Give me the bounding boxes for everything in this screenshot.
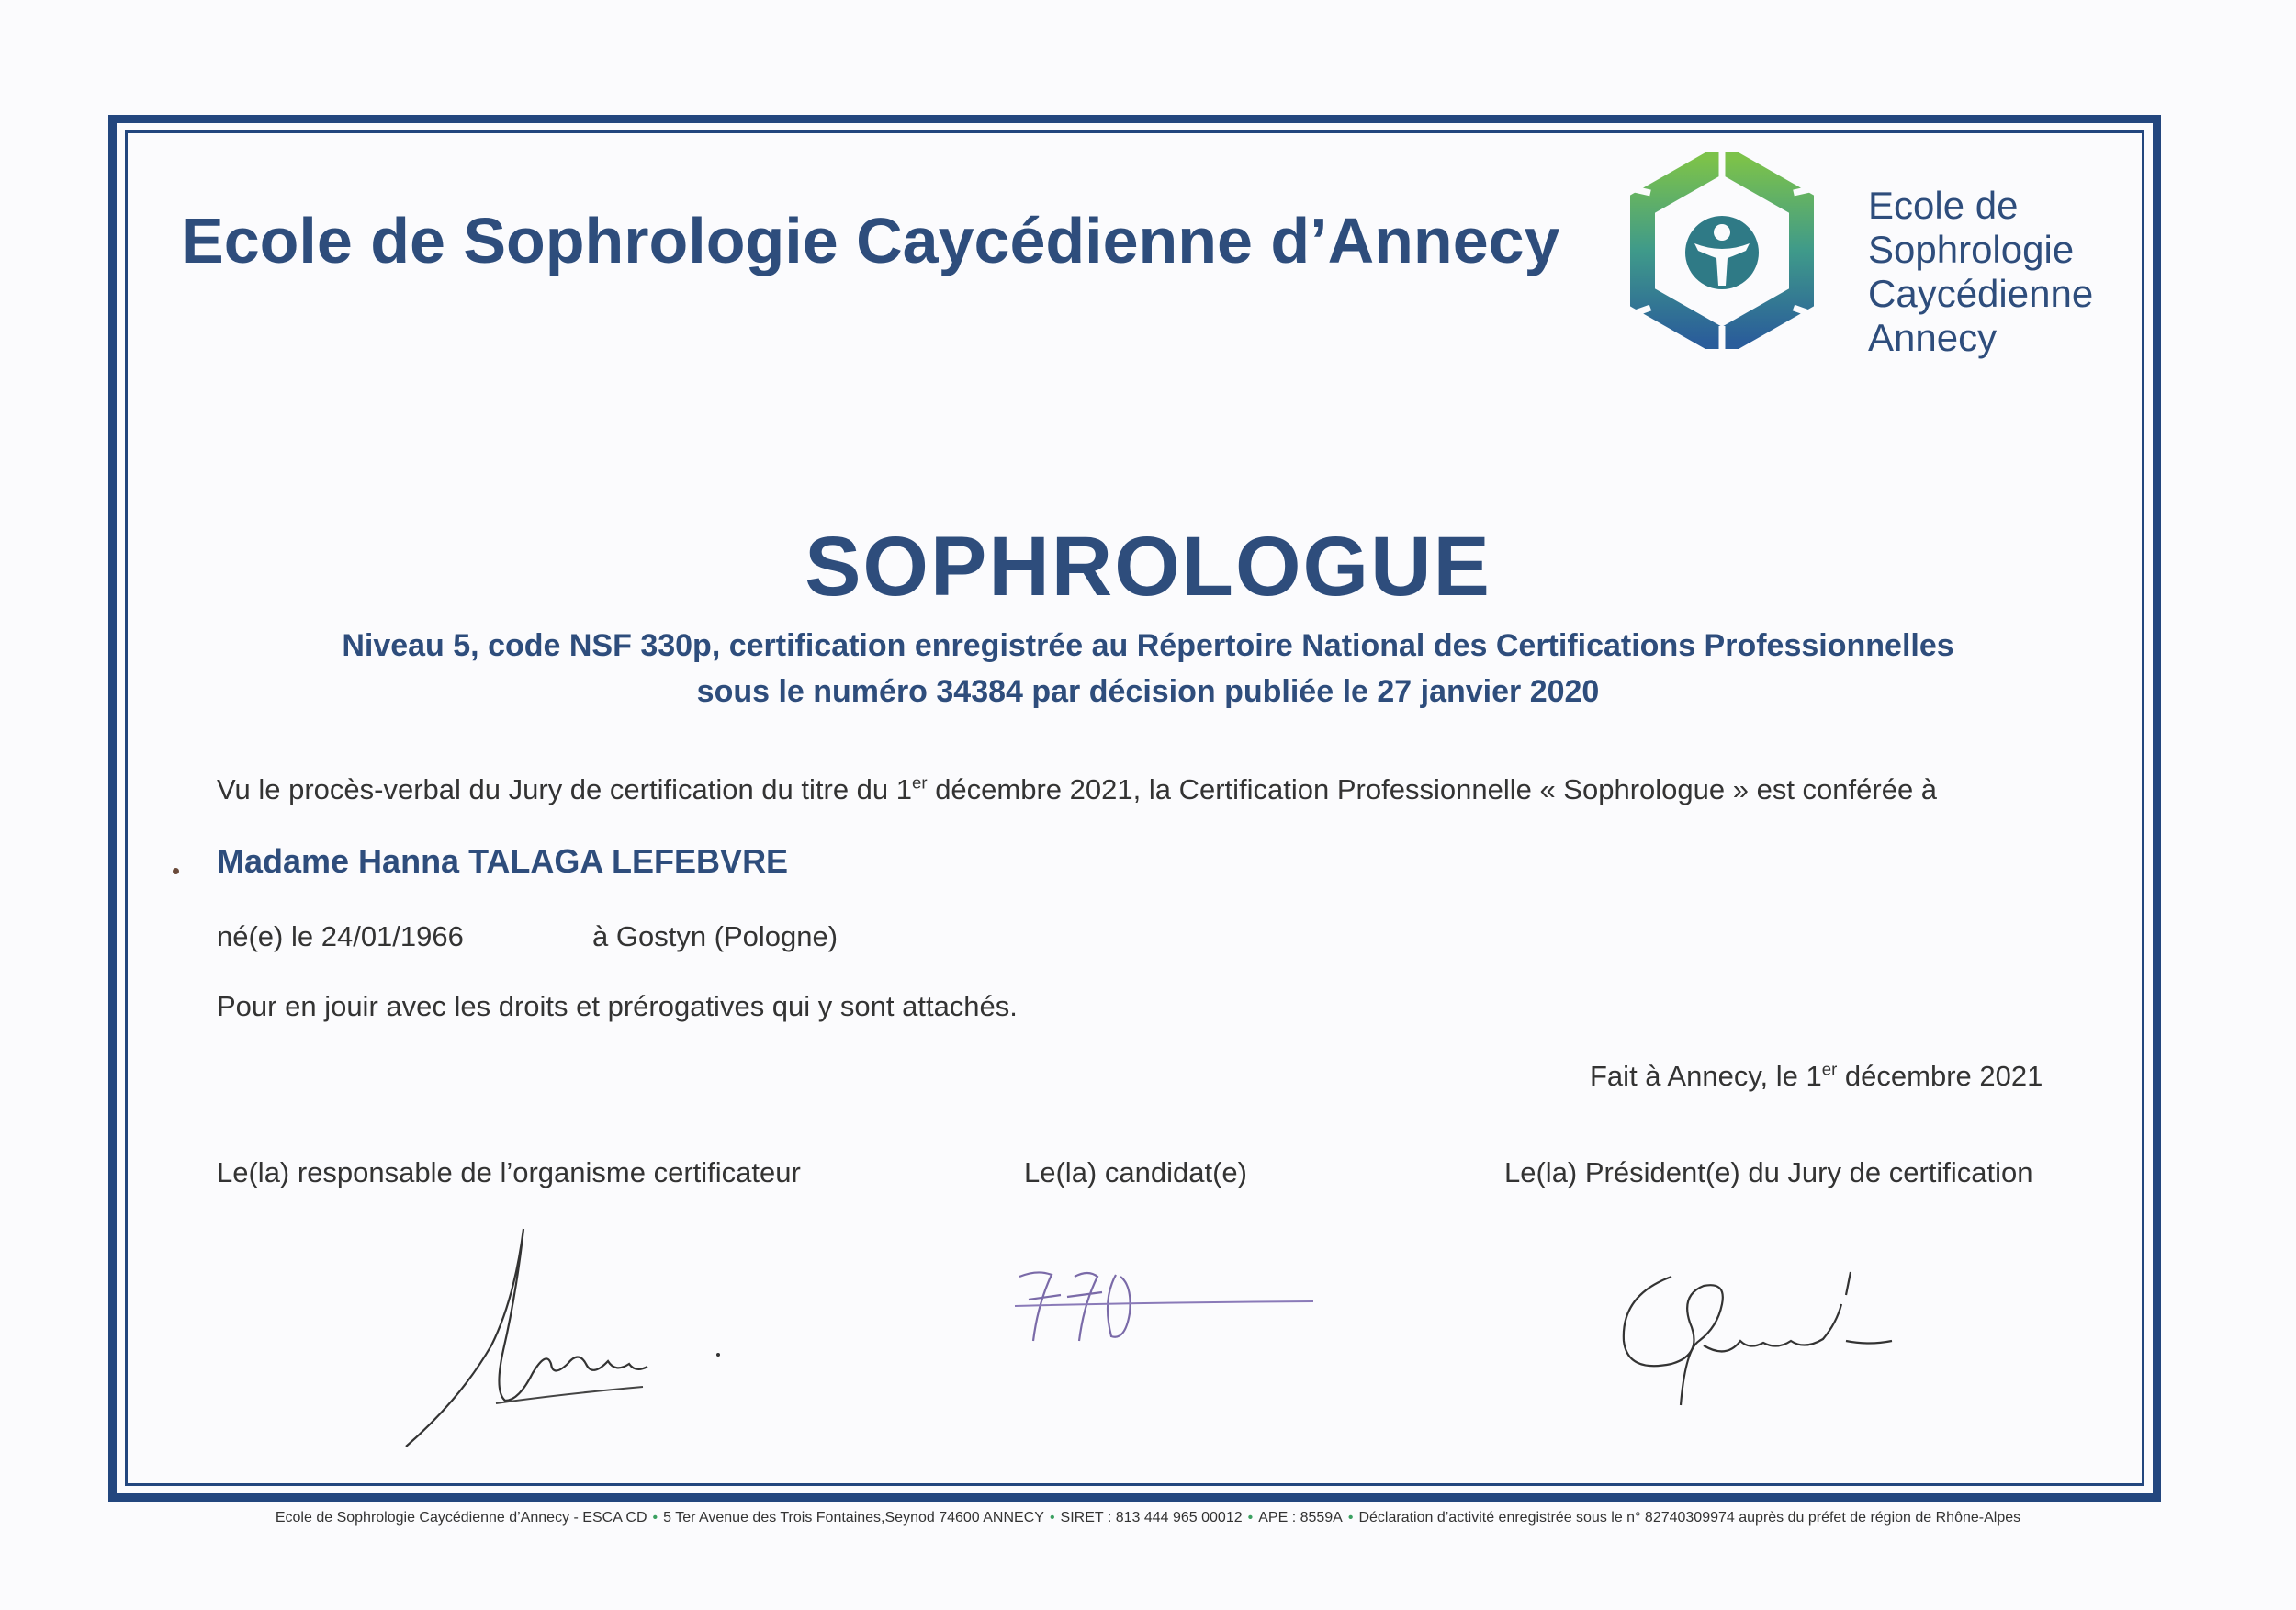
place-date-start: Fait à Annecy, le 1 xyxy=(1590,1060,1822,1092)
signature-middle-image xyxy=(1010,1249,1322,1359)
signature-label-left: Le(la) responsable de l’organisme certificateur xyxy=(217,1156,801,1188)
subtitle-line-1: Niveau 5, code NSF 330p, certification enregistrée au Répertoire National des Certifications Professionnelles xyxy=(342,628,1954,663)
signature-label-right: Le(la) Président(e) du Jury de certification xyxy=(1504,1156,2033,1188)
certificate-subtitle xyxy=(220,623,2076,715)
footer-separator: • xyxy=(652,1510,658,1526)
school-name-heading: Ecole de Sophrologie Caycédienne d’Annecy xyxy=(181,205,1560,276)
footer-legal-line xyxy=(0,1510,2296,1526)
footer-part-5: Déclaration d’activité enregistrée sous le n° 82740309974 auprès du préfet de région de Rhône-Alpes xyxy=(1358,1510,2021,1526)
footer-part-4: APE : 8559A xyxy=(1258,1510,1343,1526)
place-and-date xyxy=(1590,1060,2043,1093)
footer-separator: • xyxy=(1049,1510,1055,1526)
footer-part-3: SIRET : 813 444 965 00012 xyxy=(1060,1510,1243,1526)
place-date-end: décembre 2021 xyxy=(1837,1060,2043,1092)
rights-statement: Pour en jouir avec les droits et prérogatives qui y sont attachés. xyxy=(217,990,1018,1022)
subtitle-line-2: sous le numéro 34384 par décision publiée le 27 janvier 2020 xyxy=(696,674,1600,709)
signature-left-image xyxy=(395,1212,726,1460)
footer-part-1: Ecole de Sophrologie Caycédienne d’Annecy - ESCA CD xyxy=(275,1510,647,1526)
signature-label-middle: Le(la) candidat(e) xyxy=(1024,1156,1247,1188)
intro-paragraph xyxy=(217,773,1937,806)
footer-separator: • xyxy=(1247,1510,1254,1526)
logo-line-2: Sophrologie xyxy=(1868,228,2075,271)
school-logo-icon xyxy=(1630,152,1814,349)
footer-part-2: 5 Ter Avenue des Trois Fontaines,Seynod 74600 ANNECY xyxy=(663,1510,1044,1526)
place-date-superscript: er xyxy=(1821,1059,1838,1079)
birth-date: né(e) le 24/01/1966 xyxy=(217,920,464,952)
signature-right-image xyxy=(1616,1258,1956,1414)
birth-place: à Gostyn (Pologne) xyxy=(592,920,838,952)
intro-text-end: décembre 2021, la Certification Professionnelle « Sophrologue » est conférée à xyxy=(927,773,1938,805)
certificate-title: SOPHROLOGUE xyxy=(805,520,1491,614)
recipient-name: Madame Hanna TALAGA LEFEBVRE xyxy=(217,842,789,880)
ink-dot xyxy=(173,868,179,874)
intro-superscript: er xyxy=(912,772,928,793)
logo-line-1: Ecole de xyxy=(1868,184,2019,227)
logo-line-3: Caycédienne xyxy=(1868,272,2094,315)
footer-separator: • xyxy=(1347,1510,1354,1526)
logo-line-4: Annecy xyxy=(1868,316,1998,359)
intro-text-start: Vu le procès-verbal du Jury de certification du titre du 1 xyxy=(217,773,913,805)
logo-wordmark xyxy=(1868,184,2107,360)
